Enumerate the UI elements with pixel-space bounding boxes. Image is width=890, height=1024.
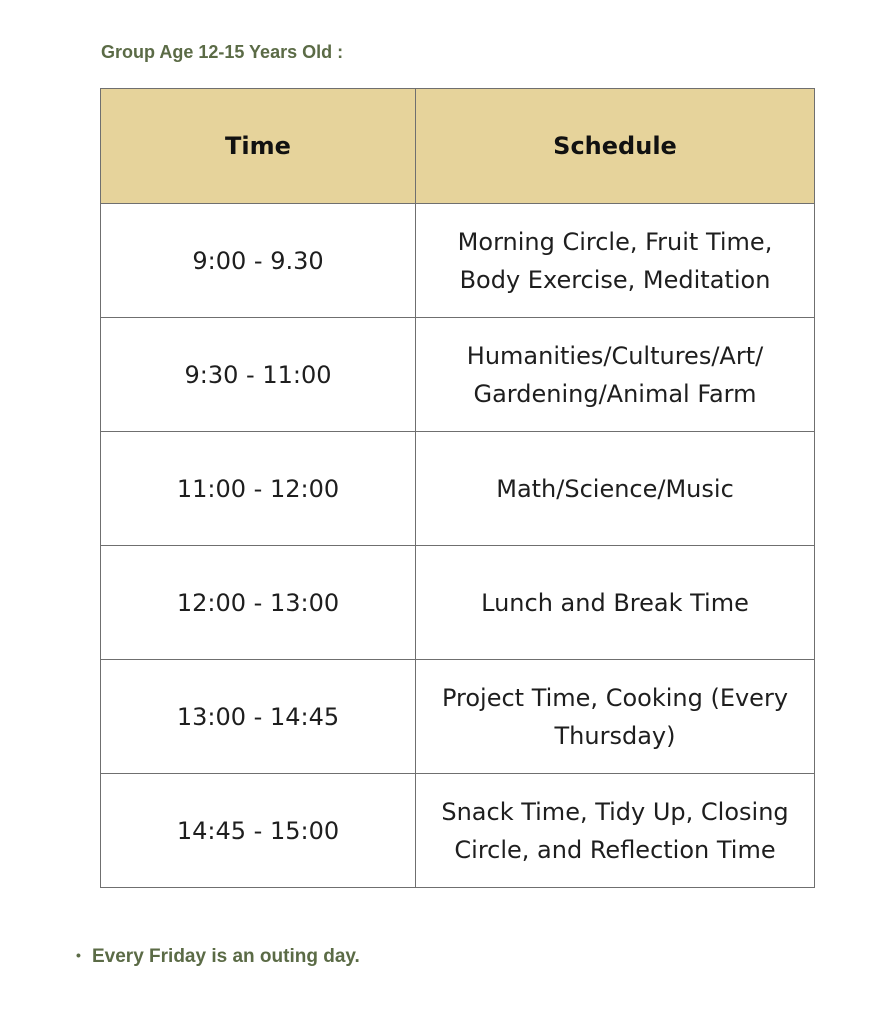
time-cell: 11:00 - 12:00 xyxy=(101,432,416,546)
time-cell: 9:00 - 9.30 xyxy=(101,204,416,318)
schedule-cell: Project Time, Cooking (Every Thursday) xyxy=(416,660,815,774)
schedule-table xyxy=(100,88,815,888)
table-row xyxy=(101,318,815,432)
outing-note-text: Every Friday is an outing day. xyxy=(92,946,360,967)
time-column-header: Time xyxy=(101,89,416,204)
schedule-column-header: Schedule xyxy=(416,89,815,204)
schedule-cell: Lunch and Break Time xyxy=(416,546,815,660)
table-row xyxy=(101,204,815,318)
schedule-cell: Morning Circle, Fruit Time, Body Exercise, Meditation xyxy=(416,204,815,318)
bullet-icon: • xyxy=(76,947,81,963)
table-row xyxy=(101,774,815,888)
schedule-cell: Humanities/Cultures/Art/ Gardening/Animal Farm xyxy=(416,318,815,432)
table-row xyxy=(101,546,815,660)
time-cell: 12:00 - 13:00 xyxy=(101,546,416,660)
table-row xyxy=(101,660,815,774)
time-cell: 9:30 - 11:00 xyxy=(101,318,416,432)
schedule-cell: Snack Time, Tidy Up, Closing Circle, and Reflection Time xyxy=(416,774,815,888)
outing-note xyxy=(76,946,360,968)
group-title: Group Age 12-15 Years Old : xyxy=(101,42,344,62)
table-header-row xyxy=(101,89,815,204)
schedule-cell: Math/Science/Music xyxy=(416,432,815,546)
time-cell: 14:45 - 15:00 xyxy=(101,774,416,888)
table-row xyxy=(101,432,815,546)
time-cell: 13:00 - 14:45 xyxy=(101,660,416,774)
